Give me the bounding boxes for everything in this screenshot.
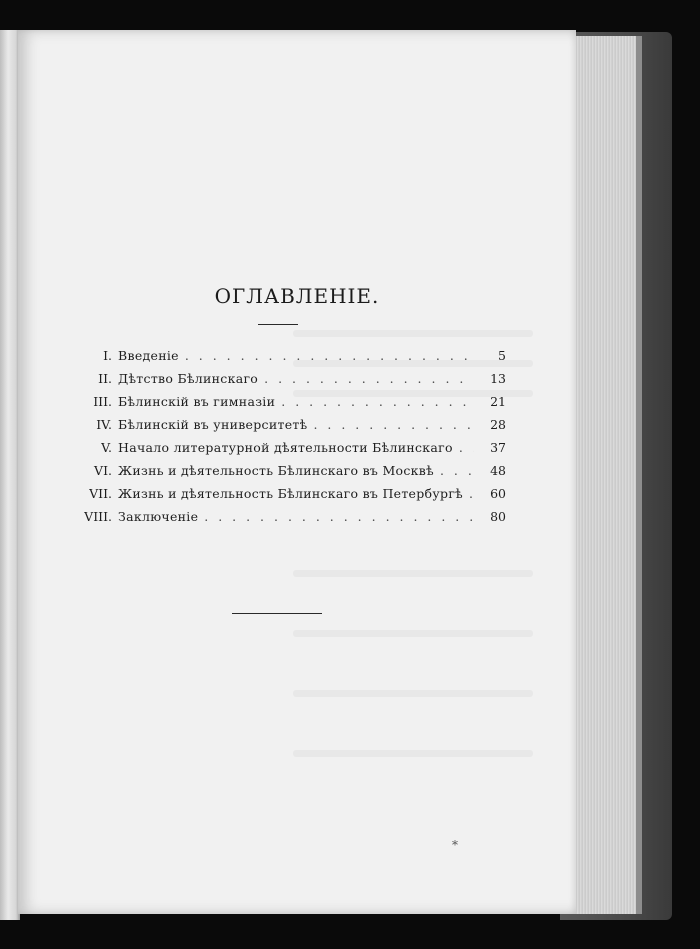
- dot-leader: [440, 459, 474, 482]
- page-number: 28: [490, 417, 506, 432]
- signature-mark: *: [452, 838, 458, 852]
- book-page: [18, 30, 576, 914]
- closing-rule: [232, 613, 322, 614]
- show-through: [293, 330, 533, 337]
- chapter-title: Жизнь и дѣятельность Бѣлинскаго въ Петербургѣ: [118, 486, 464, 501]
- table-of-contents: [76, 344, 506, 528]
- toc-entry: [76, 367, 506, 390]
- page-edges: [568, 36, 642, 914]
- chapter-number: V.: [101, 440, 112, 455]
- chapter-number: I.: [103, 348, 112, 363]
- page-title: ОГЛАВЛЕНIE.: [214, 284, 380, 308]
- chapter-title: Бѣлинскiй въ гимназiи: [118, 394, 276, 409]
- chapter-title: Дѣтство Бѣлинскаго: [118, 371, 259, 386]
- chapter-title: Введенiе: [118, 348, 179, 363]
- chapter-title: Бѣлинскiй въ университетѣ: [118, 417, 308, 432]
- page-number: 21: [490, 394, 506, 409]
- page-number: 37: [490, 440, 506, 455]
- show-through: [293, 630, 533, 637]
- chapter-number: III.: [93, 394, 112, 409]
- title-rule: [258, 324, 298, 325]
- toc-entry: [76, 344, 506, 367]
- page-number: 48: [490, 463, 506, 478]
- dot-leader: [469, 482, 474, 505]
- toc-entry: [76, 482, 506, 505]
- dot-leader: [264, 367, 474, 390]
- chapter-number: VI.: [94, 463, 112, 478]
- chapter-title: Заключенiе: [118, 509, 199, 524]
- show-through: [293, 570, 533, 577]
- page-number: 5: [498, 348, 506, 363]
- page-number: 13: [490, 371, 506, 386]
- show-through: [293, 750, 533, 757]
- left-page-edge: [0, 30, 20, 920]
- dot-leader: [204, 505, 474, 528]
- dot-leader: [459, 436, 474, 459]
- dot-leader: [185, 344, 474, 367]
- toc-entry: [76, 436, 506, 459]
- page-number: 80: [490, 509, 506, 524]
- toc-entry: [76, 505, 506, 528]
- dot-leader: [313, 413, 474, 436]
- toc-entry: [76, 459, 506, 482]
- show-through: [293, 690, 533, 697]
- chapter-number: VII.: [89, 486, 112, 501]
- dot-leader: [281, 390, 474, 413]
- toc-entry: [76, 390, 506, 413]
- page-number: 60: [490, 486, 506, 501]
- chapter-number: II.: [98, 371, 112, 386]
- toc-entry: [76, 413, 506, 436]
- chapter-title: Жизнь и дѣятельность Бѣлинскаго въ Москвѣ: [118, 463, 434, 478]
- chapter-title: Начало литературной дѣятельности Бѣлинскаго: [118, 440, 453, 455]
- chapter-number: IV.: [96, 417, 112, 432]
- chapter-number: VIII.: [84, 509, 112, 524]
